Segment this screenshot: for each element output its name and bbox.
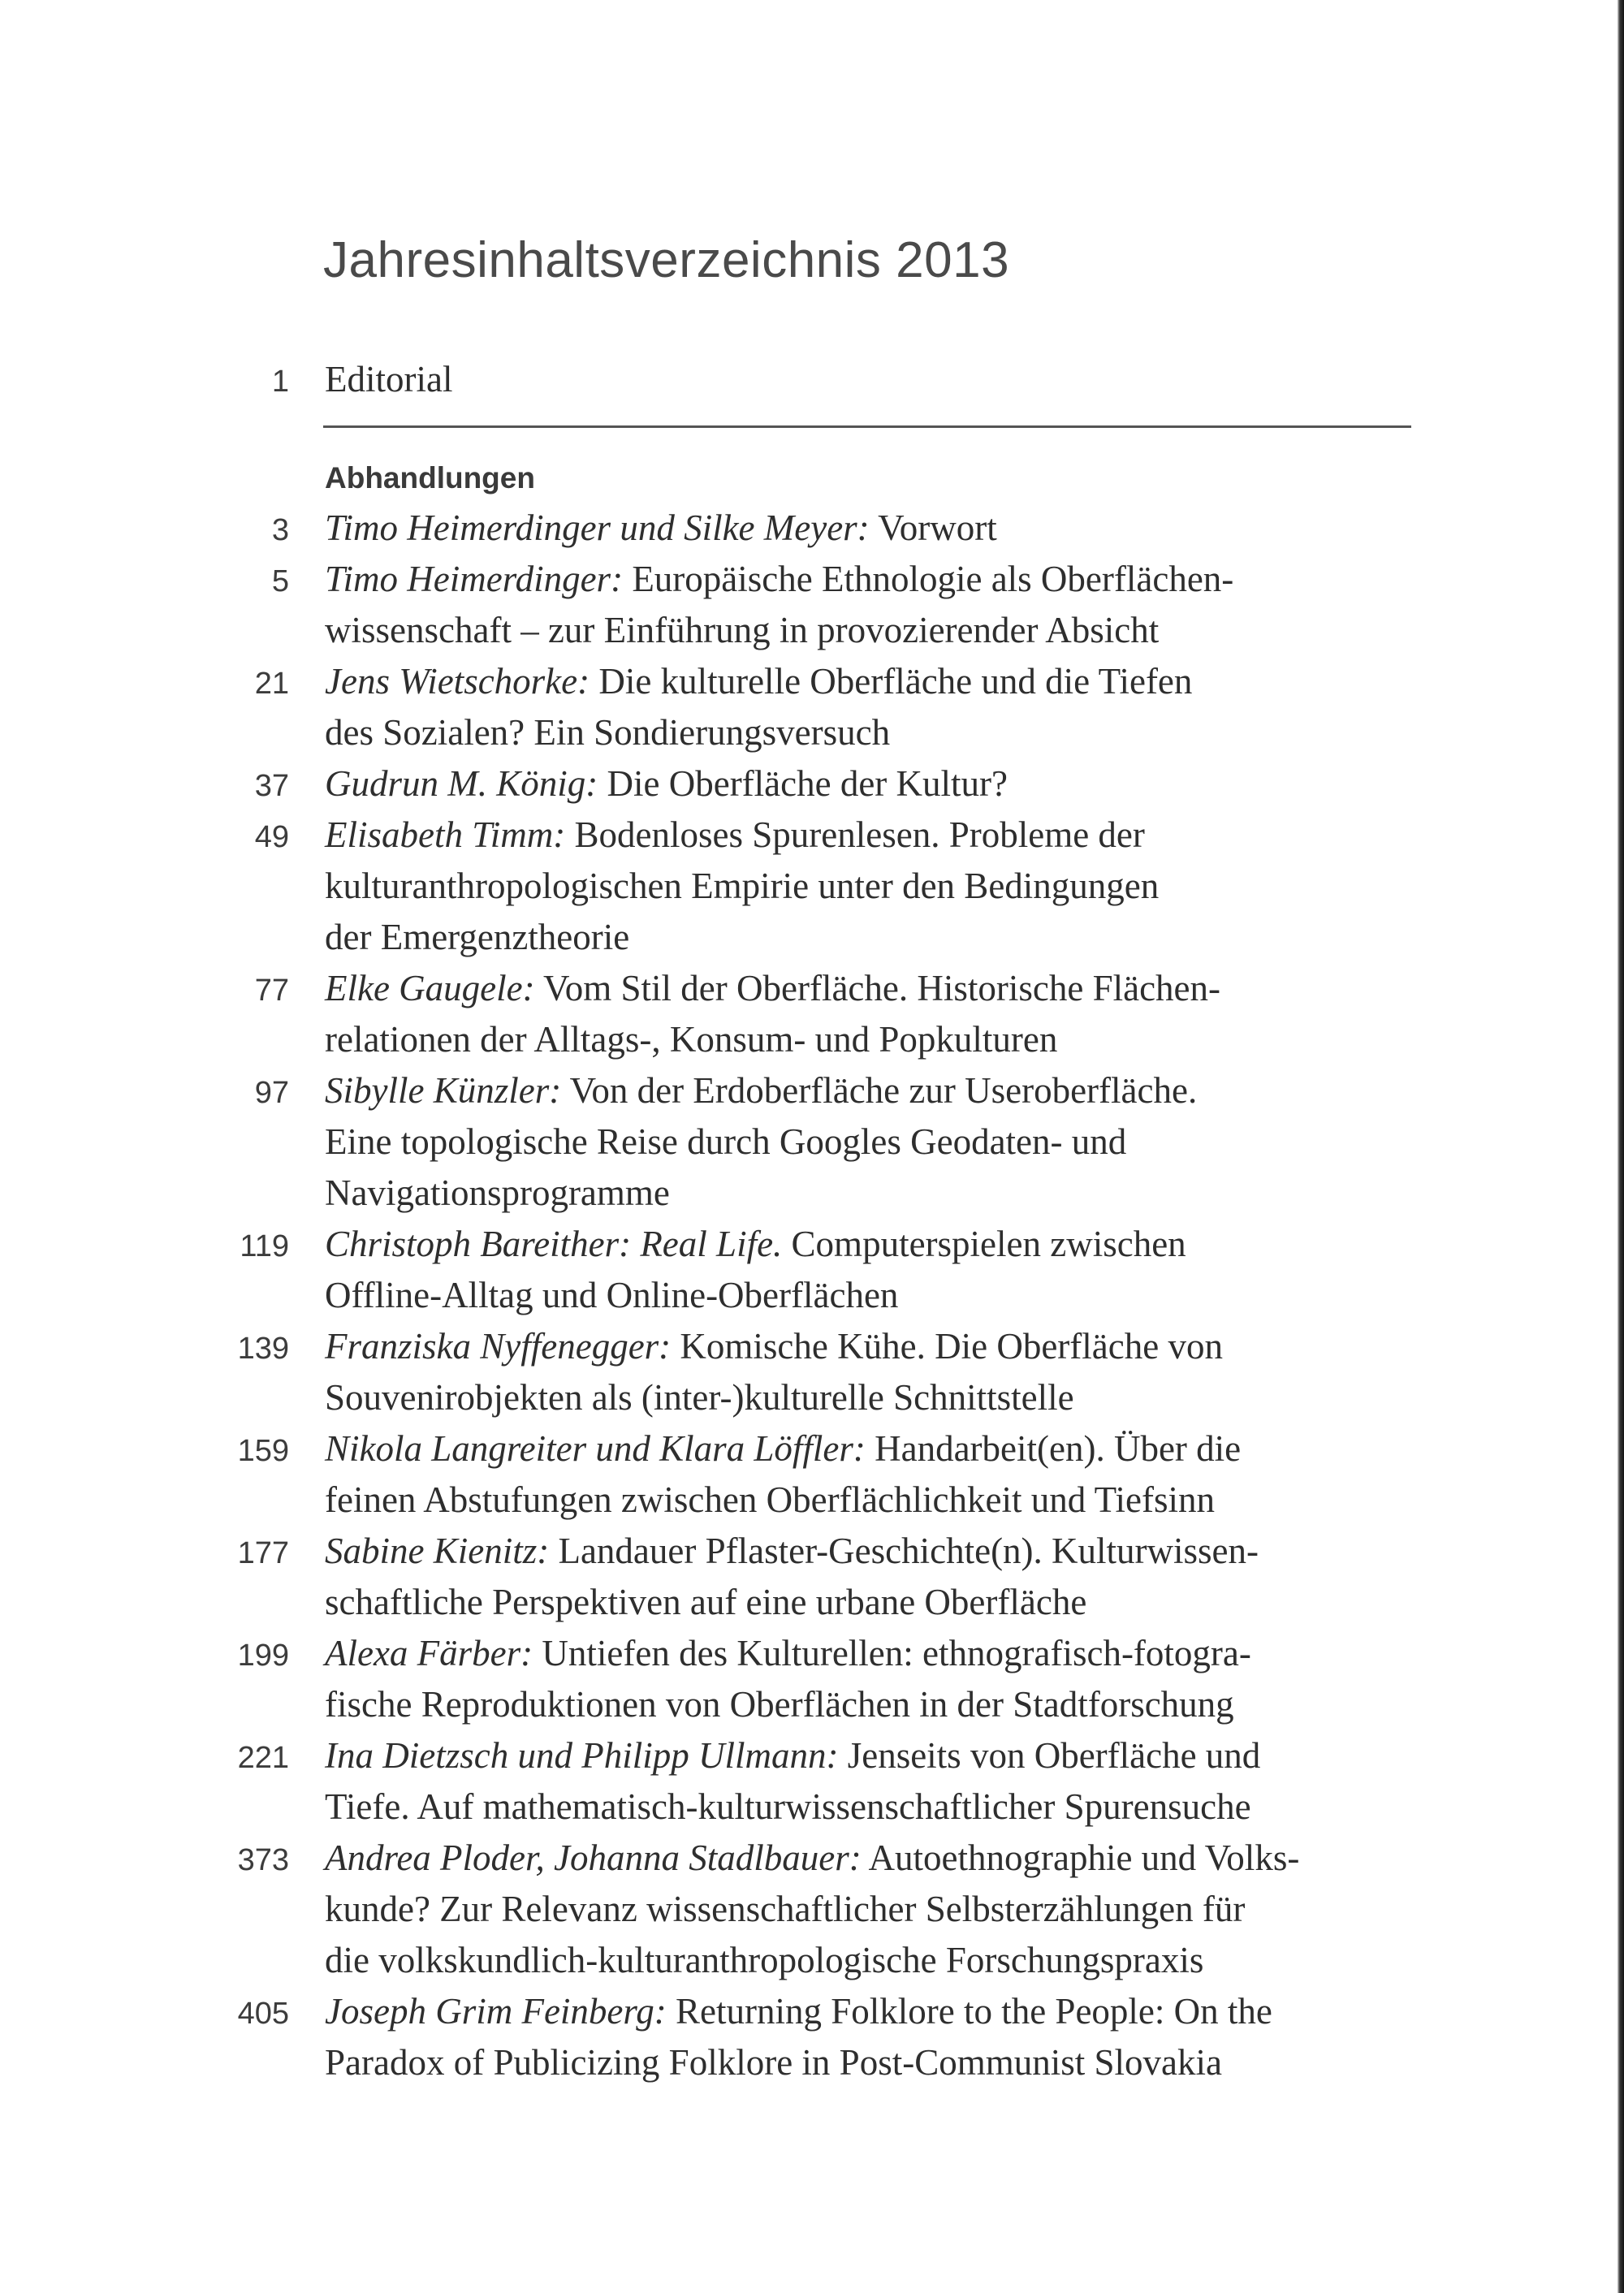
entry-line (325, 758, 1413, 810)
entry-title-text: Jenseits von Oberfläche und (838, 1735, 1261, 1776)
entry-title-text: schaftliche Perspektiven auf eine urbane Oberfläche (325, 1582, 1087, 1622)
toc-entry (0, 1833, 1624, 1986)
page-number: 5 (271, 564, 289, 598)
entry-text (325, 1321, 1413, 1423)
page-number: 21 (254, 667, 289, 701)
entry-text (325, 1986, 1413, 2088)
entry-author: Timo Heimerdinger: (325, 559, 624, 599)
entry-title-text: Vorwort (869, 507, 997, 548)
entry-line (325, 2037, 1413, 2088)
entry-title-text: Navigationsprogramme (325, 1172, 670, 1213)
entry-author: Elke Gaugele: (325, 968, 535, 1008)
entry-title-text: Handarbeit(en). Über die (865, 1428, 1242, 1469)
page-number: 3 (271, 513, 289, 547)
entry-line (325, 1833, 1413, 1884)
page-number: 159 (237, 1434, 289, 1468)
entry-title-text: Landauer Pflaster-Geschichte(n). Kulturwissen- (549, 1531, 1259, 1571)
entry-line (325, 1065, 1413, 1116)
page-number: 199 (237, 1639, 289, 1673)
entry-title-text: kunde? Zur Relevanz wissenschaftlicher Selbsterzählungen für (325, 1889, 1246, 1929)
entry-title-text: Untiefen des Kulturellen: ethnografisch-fotogra- (533, 1633, 1251, 1673)
toc-entry (0, 1986, 1624, 2088)
entry-text (325, 656, 1413, 758)
entry-title-text: Paradox of Publicizing Folklore in Post-Communist Slovakia (325, 2042, 1222, 2083)
entry-text (325, 810, 1413, 963)
entry-line (325, 1219, 1413, 1270)
entry-text (325, 1219, 1413, 1321)
page-number: 119 (240, 1229, 289, 1263)
entry-title-text: Offline-Alltag und Online-Oberflächen (325, 1275, 899, 1315)
entry-line (325, 554, 1413, 605)
toc-entry (0, 810, 1624, 963)
page-number: 97 (254, 1076, 289, 1110)
entry-title-text: Von der Erdoberfläche zur Useroberfläche. (561, 1070, 1198, 1111)
entry-author: Elisabeth Timm: (325, 814, 566, 855)
toc-entry-editorial (0, 354, 1624, 408)
entry-line (325, 503, 1413, 554)
entry-line (325, 1475, 1413, 1526)
entry-line (325, 1526, 1413, 1577)
entry-line (325, 963, 1413, 1014)
entry-line (325, 1168, 1413, 1219)
entry-title-text: Vom Stil der Oberfläche. Historische Flächen- (534, 968, 1221, 1008)
entry-title-text: wissenschaft – zur Einführung in provozierender Absicht (325, 610, 1160, 650)
entry-line (325, 605, 1413, 656)
entry-line (325, 1986, 1413, 2037)
entry-line (325, 1781, 1413, 1833)
entry-author: Joseph Grim Feinberg: (325, 1991, 667, 2032)
entry-list (0, 503, 1624, 2088)
entry-line (325, 1423, 1413, 1475)
entry-author: Nikola Langreiter und Klara Löffler: (325, 1428, 866, 1469)
page-number: 77 (254, 974, 289, 1008)
entry-text (325, 963, 1413, 1065)
entry-line (325, 861, 1413, 912)
entry-text (325, 758, 1413, 810)
toc-entry (0, 758, 1624, 810)
entry-title-text: Tiefe. Auf mathematisch-kulturwissenschaftlicher Spurensuche (325, 1786, 1251, 1827)
page-number: 49 (254, 820, 289, 854)
entry-text (325, 1423, 1413, 1526)
section-heading: Abhandlungen (325, 461, 535, 494)
entry-title-text: Die Oberfläche der Kultur? (598, 763, 1009, 804)
entry-title-text: des Sozialen? Ein Sondierungsversuch (325, 712, 891, 753)
entry-title-text: Die kulturelle Oberfläche und die Tiefen (590, 661, 1193, 702)
entry-line (325, 1270, 1413, 1321)
entry-author: Christoph Bareither: Real Life. (325, 1224, 783, 1264)
entry-text (325, 503, 1413, 554)
entry-author: Andrea Ploder, Johanna Stadlbauer: (325, 1837, 862, 1878)
entry-title-text: der Emergenztheorie (325, 917, 630, 957)
entry-author: Sibylle Künzler: (325, 1070, 562, 1111)
entry-author: Ina Dietzsch und Philipp Ullmann: (325, 1735, 839, 1776)
page-number: 405 (237, 1997, 289, 2031)
toc-entry (0, 1730, 1624, 1833)
entry-author: Alexa Färber: (325, 1633, 533, 1673)
entry-line (325, 912, 1413, 963)
table-of-contents (0, 354, 1624, 2088)
entry-title-text: Eine topologische Reise durch Googles Geodaten- und (325, 1121, 1127, 1162)
toc-entry (0, 963, 1624, 1065)
entry-title-text: feinen Abstufungen zwischen Oberflächlichkeit und Tiefsinn (325, 1479, 1216, 1520)
entry-line (325, 1116, 1413, 1168)
entry-title-text: fische Reproduktionen von Oberflächen in der Stadtforschung (325, 1684, 1234, 1725)
page-number: 221 (237, 1741, 289, 1775)
entry-text (325, 1628, 1413, 1730)
page-number: 177 (237, 1536, 289, 1570)
section-divider (323, 425, 1411, 428)
toc-entry (0, 1423, 1624, 1526)
toc-entry (0, 1321, 1624, 1423)
entry-author: Timo Heimerdinger und Silke Meyer: (325, 507, 870, 548)
entry-title-text: relationen der Alltags-, Konsum- und Popkulturen (325, 1019, 1058, 1060)
entry-text (325, 1833, 1413, 1986)
entry-title-text: Souvenirobjekten als (inter-)kulturelle Schnittstelle (325, 1377, 1074, 1418)
entry-line (325, 1679, 1413, 1730)
entry-line (325, 1321, 1413, 1372)
toc-entry (0, 656, 1624, 758)
entry-title-text: kulturanthropologischen Empirie unter den Bedingungen (325, 866, 1160, 906)
entry-line (325, 810, 1413, 861)
entry-text (325, 1730, 1413, 1833)
entry-line (325, 1628, 1413, 1679)
entry-title-text: Bodenloses Spurenlesen. Probleme der (565, 814, 1145, 855)
entry-title-text: Autoethnographie und Volks- (861, 1837, 1300, 1878)
entry-line (325, 1935, 1413, 1986)
page-title: Jahresinhaltsverzeichnis 2013 (323, 232, 1010, 288)
entry-text (325, 1065, 1413, 1219)
entry-line (325, 1372, 1413, 1423)
entry-line (325, 1577, 1413, 1628)
entry-line (325, 1884, 1413, 1935)
entry-author: Gudrun M. König: (325, 763, 598, 804)
entry-line (325, 707, 1413, 758)
entry-text (325, 554, 1413, 656)
toc-entry (0, 503, 1624, 554)
entry-line (325, 656, 1413, 707)
entry-title: Editorial (325, 359, 453, 399)
entry-author: Jens Wietschorke: (325, 661, 590, 702)
page-number: 37 (254, 769, 289, 803)
entry-title-text: Komische Kühe. Die Oberfläche von (671, 1326, 1223, 1367)
toc-entry (0, 1219, 1624, 1321)
entry-title-text: Computerspielen zwischen (782, 1224, 1186, 1264)
entry-title-text: Returning Folklore to the People: On the (666, 1991, 1272, 2032)
page-number: 139 (237, 1332, 289, 1366)
toc-entry (0, 1628, 1624, 1730)
page-number: 1 (271, 365, 289, 399)
toc-entry (0, 1526, 1624, 1628)
entry-text (325, 1526, 1413, 1628)
page-number: 373 (237, 1843, 289, 1877)
entry-author: Franziska Nyffenegger: (325, 1326, 672, 1367)
entry-line (325, 1014, 1413, 1065)
toc-entry (0, 554, 1624, 656)
entry-author: Sabine Kienitz: (325, 1531, 550, 1571)
entry-title-text: Europäische Ethnologie als Oberflächen- (623, 559, 1234, 599)
entry-line (325, 1730, 1413, 1781)
toc-entry (0, 1065, 1624, 1219)
entry-title-text: die volkskundlich-kulturanthropologische Forschungspraxis (325, 1940, 1204, 1980)
